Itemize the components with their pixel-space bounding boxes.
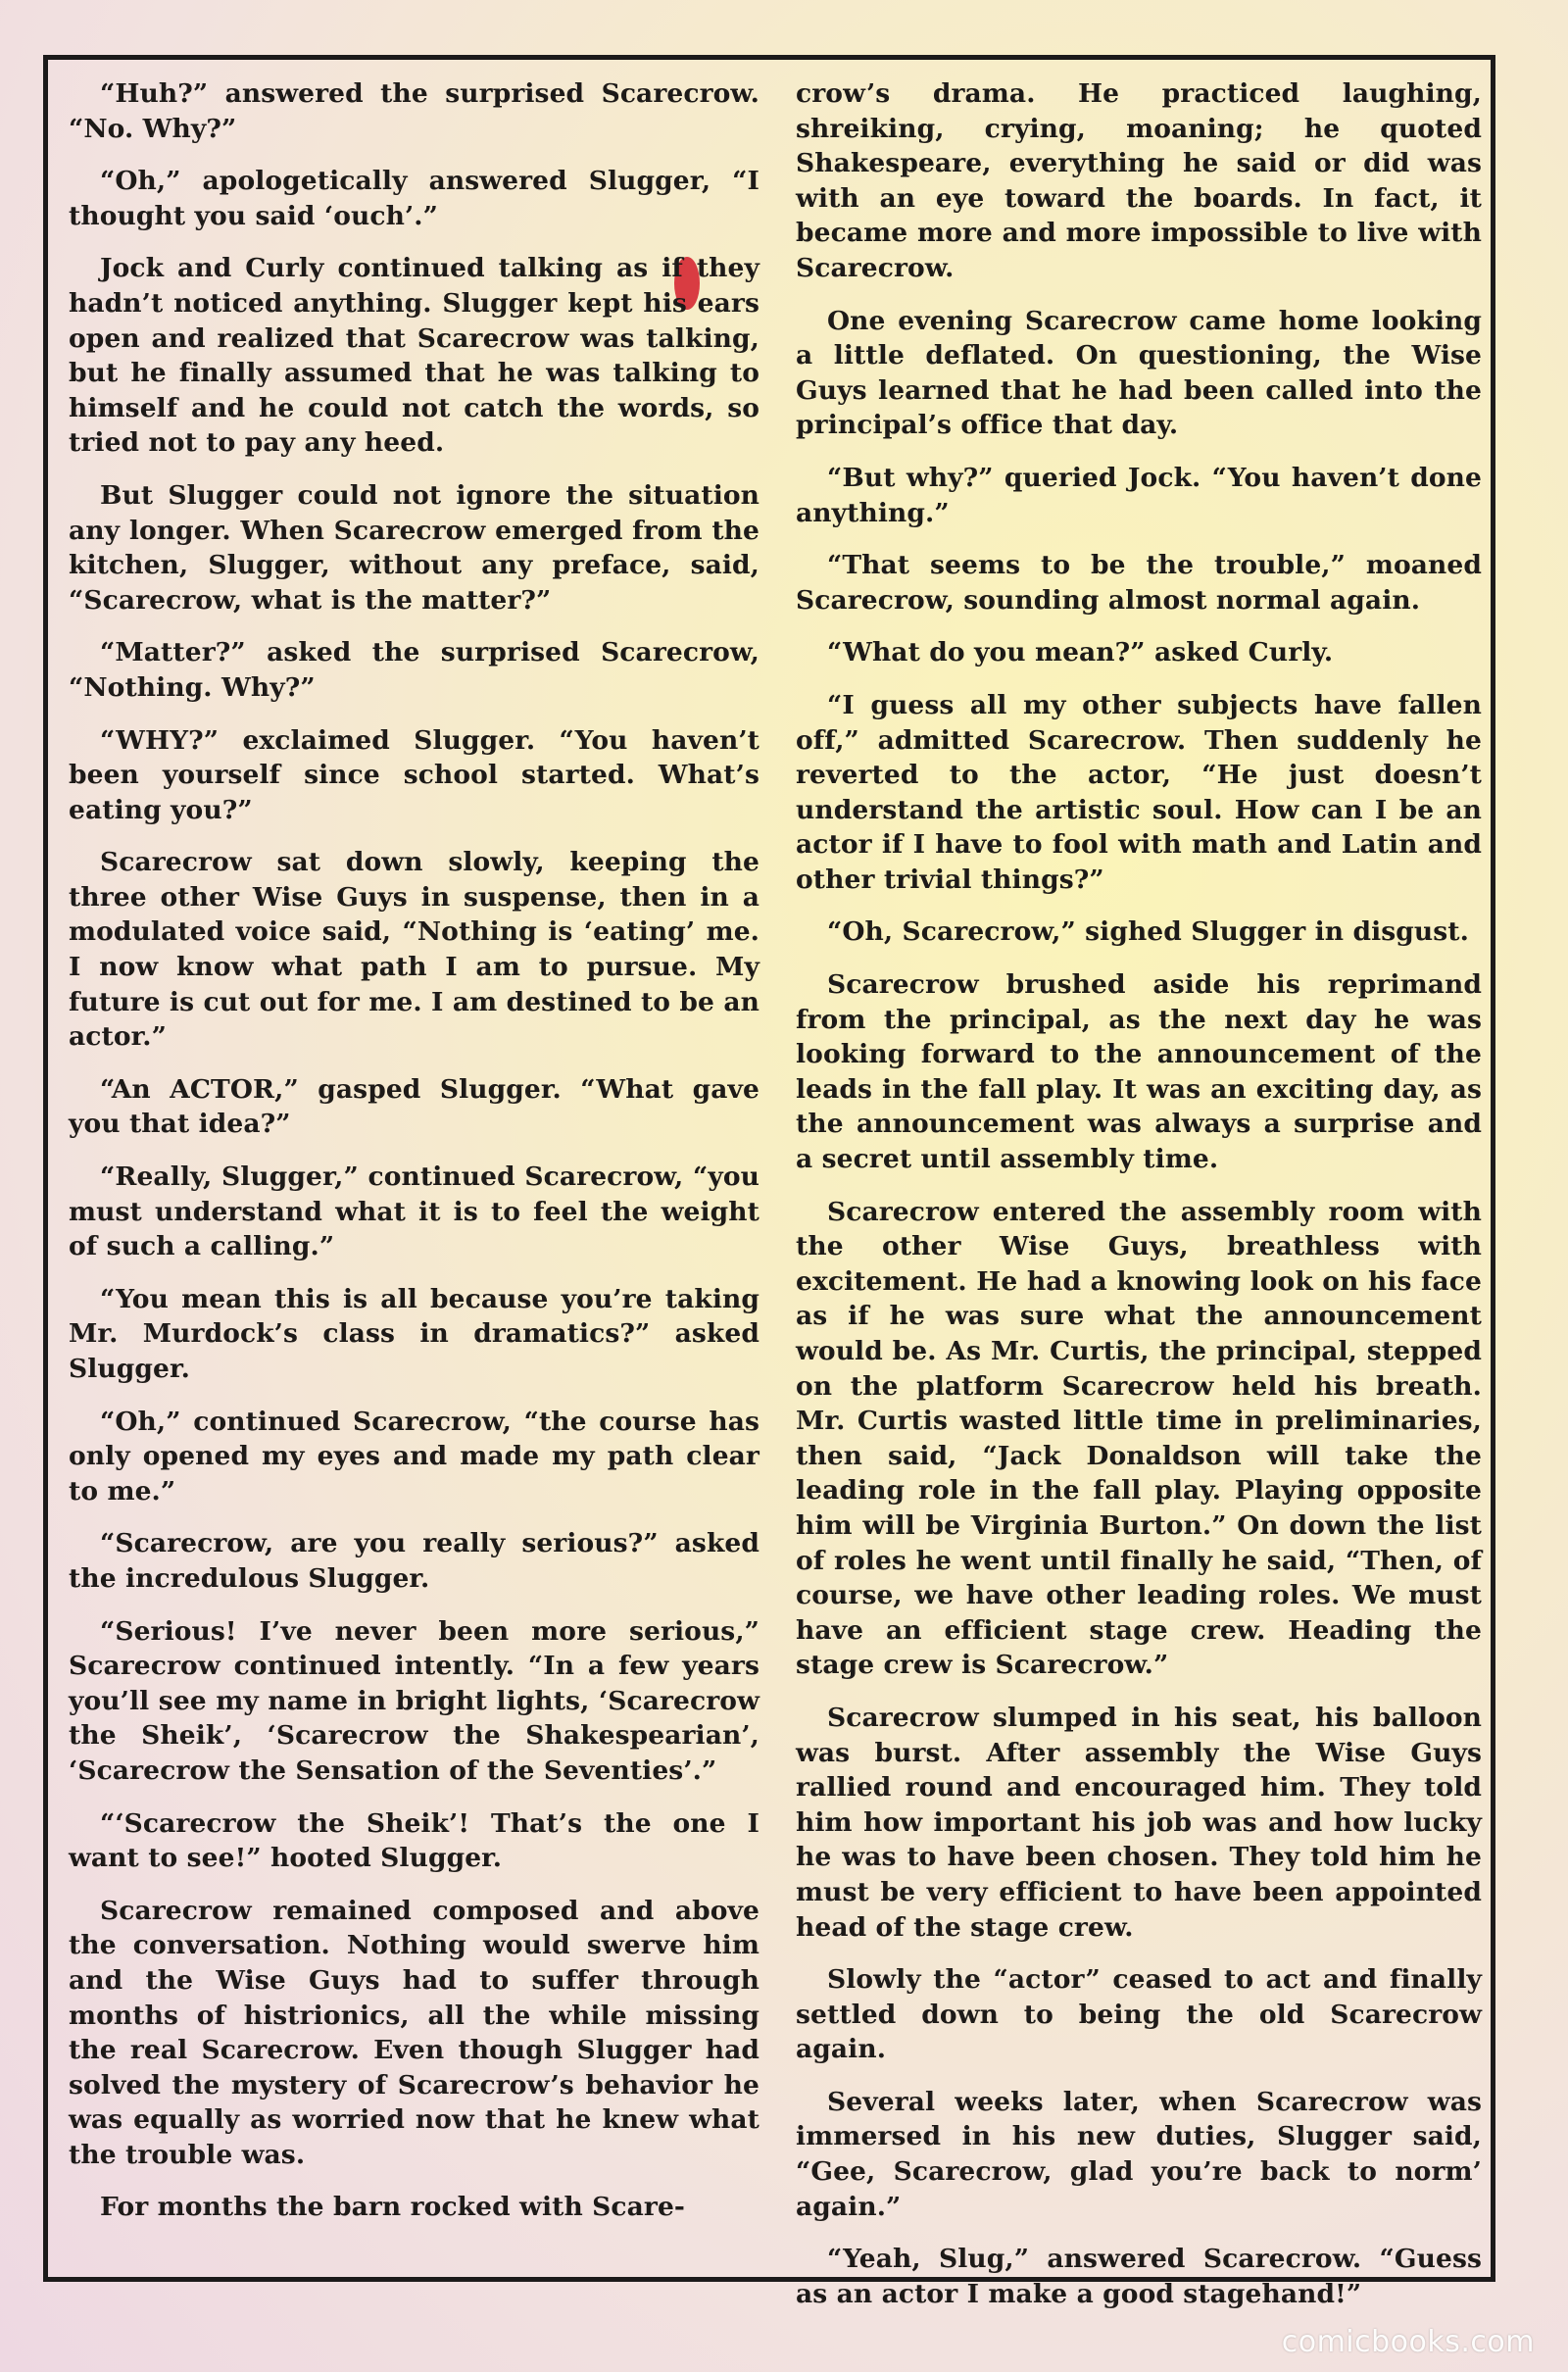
- paragraph: “But why?” queried Jock. “You haven’t done anything.”: [796, 462, 1482, 528]
- paragraph: “Oh,” apologetically answered Slugger, “I thought you said ‘ouch’.”: [69, 166, 760, 231]
- paragraph: “Really, Slugger,” continued Scarecrow, “you must understand what it is to feel the weight of such a calling.”: [69, 1161, 760, 1262]
- paragraph: “What do you mean?” asked Curly.: [827, 637, 1334, 668]
- paragraph: “WHY?” exclaimed Slugger. “You haven’t been yourself since school started. What’s eating you?”: [69, 724, 760, 825]
- paragraph: “That seems to be the trouble,” moaned Scarecrow, sounding almost normal again.: [796, 550, 1482, 616]
- paragraph: One evening Scarecrow came home looking a little deflated. On questioning, the Wise Guys learned that he had been called into the principal’s office that day.: [796, 305, 1482, 441]
- paragraph: “Oh,” continued Scarecrow, “the course has only opened my eyes and made my path clear to me.”: [69, 1406, 760, 1507]
- paragraph: Scarecrow brushed aside his reprimand from the principal, as the next day he was looking forward to the announcement of the leads in the fall play. It was an exciting day, as the announcement was always a surprise and a secret until assembly time.: [796, 969, 1482, 1175]
- paragraph: Scarecrow sat down slowly, keeping the three other Wise Guys in suspense, then in a modulated voice said, “Nothing is ‘eating’ me. I now know what path I am to pursue. My future is cut out for me. I am destined to be an actor.”: [69, 847, 760, 1053]
- paragraph-continuation: crow’s drama. He practiced laughing, shreiking, crying, moaning; he quoted Shakespeare, everything he said or did was with an eye toward the boards. In fact, it became more and more impossible to live with Scarecrow.: [796, 78, 1482, 283]
- paragraph: “Yeah, Slug,” answered Scarecrow. “Guess as an actor I make a good stagehand!”: [796, 2244, 1482, 2309]
- paragraph: Scarecrow entered the assembly room with the other Wise Guys, breathless with excitement. He had a knowing look on his face as if he was sure what the announcement would be. As Mr. Curtis, the principal, stepped on the platform Scarecrow held his breath. Mr. Curtis wasted little time in preliminaries, then said, “Jack Donaldson will take the leading role in the fall play. Playing opposite him will be Virginia Burton.” On down the list of roles he went until finally he said, “Then, of course, we have other leading roles. We must have an efficient stage crew. Heading the stage crew is Scarecrow.”: [796, 1196, 1482, 1681]
- left-column: [69, 76, 760, 2225]
- paragraph: Scarecrow remained composed and above the conversation. Nothing would swerve him and the Wise Guys had to suffer through months of histrionics, all the while missing the real Scarecrow. Even though Slugger had solved the mystery of Scarecrow’s behavior he was equally as worried now that he knew what the trouble was.: [69, 1895, 760, 2170]
- paragraph: “Huh?” answered the surprised Scarecrow. “No. Why?”: [69, 78, 760, 144]
- site-watermark: comicbooks.com: [1281, 2325, 1535, 2359]
- paragraph: Several weeks later, when Scarecrow was immersed in his new duties, Slugger said, “Gee, Scarecrow, glad you’re back to norm’ again.”: [796, 2086, 1482, 2222]
- paragraph: “I guess all my other subjects have fallen off,” admitted Scarecrow. Then suddenly he reverted to the actor, “He just doesn’t understand the artistic soul. How can I be an actor if I have to fool with math and Latin and other trivial things?”: [796, 689, 1482, 895]
- right-column: [796, 76, 1482, 2311]
- paragraph: “‘Scarecrow the Sheik’! That’s the one I want to see!” hooted Slugger.: [69, 1807, 760, 1874]
- paragraph: “An ACTOR,” gasped Slugger. “What gave you that idea?”: [69, 1073, 760, 1140]
- paragraph: For months the barn rocked with Scare-: [100, 2192, 686, 2223]
- paragraph: Slowly the “actor” ceased to act and finally settled down to being the old Scarecrow again.: [796, 1964, 1482, 2065]
- paragraph: “Scarecrow, are you really serious?” asked the incredulous Slugger.: [69, 1528, 760, 1594]
- paragraph: “Oh, Scarecrow,” sighed Slugger in disgust.: [827, 916, 1469, 948]
- paragraph: Jock and Curly continued talking as if they hadn’t noticed anything. Slugger kept his ears open and realized that Scarecrow was talking, but he finally assumed that he was talking to himself and he could not catch the words, so tried not to pay any heed.: [69, 253, 760, 459]
- paragraph: “You mean this is all because you’re taking Mr. Murdock’s class in dramatics?” asked Slugger.: [69, 1283, 760, 1384]
- paragraph: Scarecrow slumped in his seat, his balloon was burst. After assembly the Wise Guys rallied round and encouraged him. They told him how important his job was and how lucky he was to have been chosen. They told him he must be very efficient to have been appointed head of the stage crew.: [796, 1702, 1482, 1943]
- paragraph: “Matter?” asked the surprised Scarecrow, “Nothing. Why?”: [69, 637, 760, 703]
- paragraph: But Slugger could not ignore the situation any longer. When Scarecrow emerged from the kitchen, Slugger, without any preface, said, “Scarecrow, what is the matter?”: [69, 479, 760, 616]
- paragraph: “Serious! I’ve never been more serious,” Scarecrow continued intently. “In a few years you’ll see my name in bright lights, ‘Scarecrow the Sheik’, ‘Scarecrow the Shakespearian’, ‘Scarecrow the Sensation of the Seventies’.”: [69, 1615, 760, 1786]
